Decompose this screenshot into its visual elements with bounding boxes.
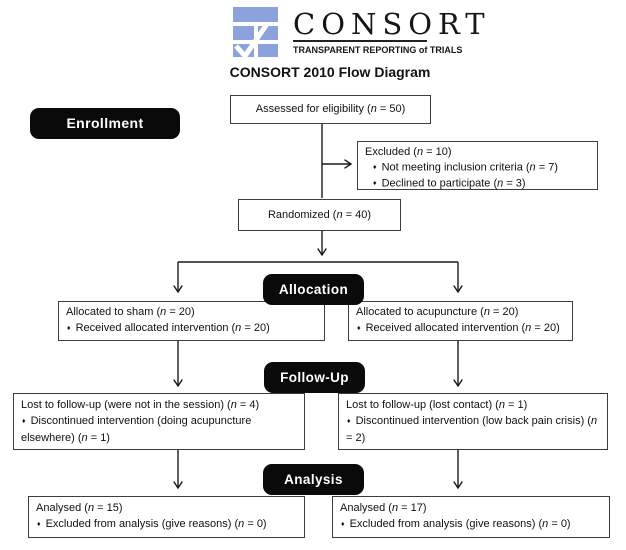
analysis-acupuncture-item-text: Excluded from analysis (give reasons) (n = 0)	[349, 518, 571, 530]
analysis-acupuncture-box	[332, 496, 610, 538]
consort-wordmark: CONSORT	[293, 7, 491, 41]
bullet-icon: ♦	[22, 417, 26, 425]
consort-logo-icon	[233, 7, 283, 57]
excluded-box	[357, 141, 598, 190]
analysis-acupuncture-title: Analysed (n = 17)	[340, 502, 427, 514]
enrollment-stage-label: Enrollment	[30, 108, 180, 139]
analysis-sham-item-text: Excluded from analysis (give reasons) (n = 0)	[45, 518, 267, 530]
analysis-sham-item	[36, 516, 297, 533]
assessed-eligibility-box	[230, 95, 431, 124]
allocation-acupuncture-item-text: Received allocated intervention (n = 20)	[365, 322, 560, 334]
allocation-acupuncture-box	[348, 301, 573, 341]
allocation-acupuncture-item	[356, 320, 565, 337]
followup-sham-box	[13, 393, 305, 450]
excluded-item-1-text: Not meeting inclusion criteria (n = 7)	[381, 161, 558, 174]
allocation-sham-box	[58, 301, 325, 341]
followup-sham-item-text: Discontinued intervention (doing acupuncture elsewhere) (n = 1)	[21, 415, 252, 444]
consort-logo	[233, 7, 491, 57]
bullet-icon: ♦	[373, 164, 377, 171]
followup-acupuncture-box	[338, 393, 608, 450]
analysis-sham-box	[28, 496, 305, 538]
randomized-box	[238, 199, 401, 231]
analysis-sham-title: Analysed (n = 15)	[36, 502, 123, 514]
excluded-title: Excluded (n = 10)	[365, 146, 452, 158]
followup-acupuncture-title: Lost to follow-up (lost contact) (n = 1)	[346, 399, 528, 411]
followup-sham-item	[21, 413, 297, 446]
followup-stage-label: Follow-Up	[264, 362, 365, 393]
consort-logotype	[293, 7, 491, 55]
bullet-icon: ♦	[37, 520, 41, 528]
assessed-eligibility-text: Assessed for eligibility (n = 50)	[255, 103, 406, 115]
analysis-acupuncture-item	[340, 516, 602, 533]
allocation-acupuncture-title: Allocated to acupuncture (n = 20)	[356, 306, 519, 318]
analysis-stage-label: Analysis	[263, 464, 364, 495]
bullet-icon: ♦	[357, 324, 361, 332]
bullet-icon: ♦	[67, 324, 71, 332]
bullet-icon: ♦	[347, 417, 351, 425]
bullet-icon: ♦	[341, 520, 345, 528]
consort-tagline: TRANSPARENT REPORTING of TRIALS	[293, 45, 463, 55]
page-title: CONSORT 2010 Flow Diagram	[229, 64, 431, 80]
bullet-icon: ♦	[373, 179, 377, 187]
allocation-stage-label: Allocation	[263, 274, 364, 305]
excluded-item-1	[365, 160, 590, 176]
followup-acupuncture-item-text: Discontinued intervention (low back pain crisis) (n = 2)	[346, 415, 598, 444]
allocation-sham-title: Allocated to sham (n = 20)	[66, 306, 195, 318]
followup-sham-title: Lost to follow-up (were not in the session) (n = 4)	[21, 399, 260, 411]
allocation-sham-item-text: Received allocated intervention (n = 20)	[75, 322, 270, 334]
followup-acupuncture-item	[346, 413, 600, 446]
randomized-text: Randomized (n = 40)	[267, 208, 372, 221]
excluded-item-2	[365, 176, 590, 192]
excluded-item-2-text: Declined to participate (n = 3)	[381, 177, 526, 189]
allocation-sham-item	[66, 320, 317, 337]
